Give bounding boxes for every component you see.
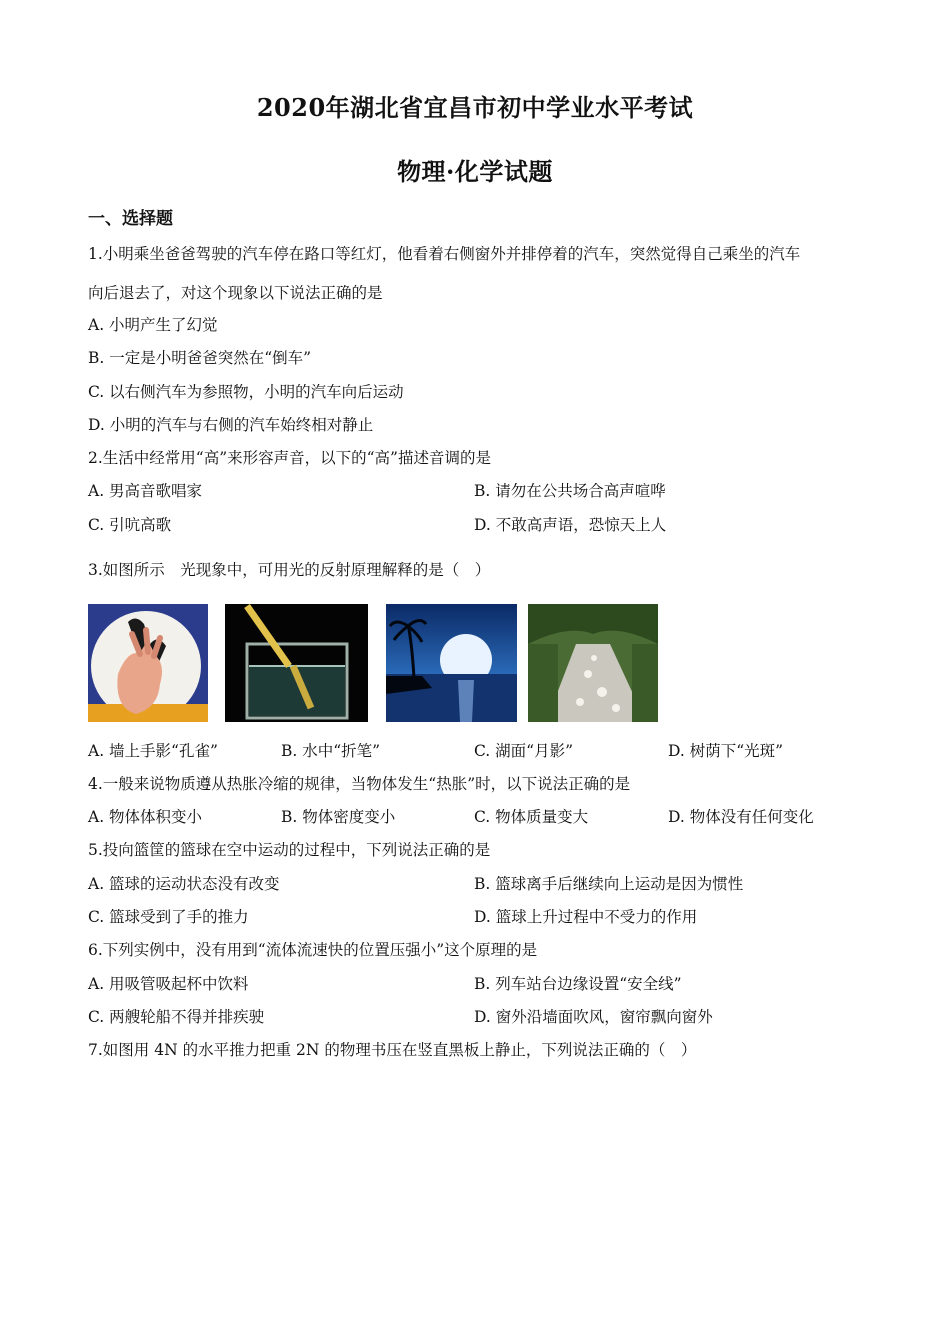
q5-option-b: B. 篮球离手后继续向上运动是因为惯性: [474, 875, 744, 893]
q2-option-a: A. 男高音歌唱家: [88, 482, 203, 500]
q5-option-d: D. 篮球上升过程中不受力的作用: [474, 908, 698, 926]
q1-option-d: D. 小明的汽车与右侧的汽车始终相对静止: [88, 416, 374, 434]
q4-option-b: B. 物体密度变小: [281, 808, 396, 826]
q1-stem-line2: 向后退去了，对这个现象以下说法正确的是: [88, 284, 383, 302]
q3-option-c: C. 湖面“月影”: [474, 742, 574, 760]
q1-option-b: B. 一定是小明爸爸突然在“倒车”: [88, 349, 312, 367]
q2-option-d: D. 不敢高声语，恐惊天上人: [474, 516, 667, 534]
q2-option-b: B. 请勿在公共场合高声喧哗: [474, 482, 666, 500]
exam-subtitle: 物理·化学试题: [397, 157, 553, 186]
q4-option-d: D. 物体没有任何变化: [668, 808, 814, 826]
q7-stem: 7.如图用 4N 的水平推力把重 2N 的物理书压在竖直黑板上静止，下列说法正确的（ ）: [88, 1041, 697, 1059]
lake-moon-image: [386, 604, 517, 722]
q3-option-d: D. 树荫下“光斑”: [668, 742, 784, 760]
q4-option-a: A. 物体体积变小: [88, 808, 203, 826]
q1-option-c: C. 以右侧汽车为参照物，小明的汽车向后运动: [88, 383, 404, 401]
q6-option-b: B. 列车站台边缘设置“安全线”: [474, 975, 682, 993]
q4-stem: 4.一般来说物质遵从热胀冷缩的规律，当物体发生“热胀”时，以下说法正确的是: [88, 775, 631, 793]
q6-option-a: A. 用吸管吸起杯中饮料: [88, 975, 249, 993]
q3-stem: 3.如图所示 光现象中，可用光的反射原理解释的是（ ）: [88, 561, 491, 579]
q5-option-a: A. 篮球的运动状态没有改变: [88, 875, 280, 893]
q1-option-a: A. 小明产生了幻觉: [88, 316, 218, 334]
q1-stem-line1: 1.小明乘坐爸爸驾驶的汽车停在路口等红灯，他看着右侧窗外并排停着的汽车，突然觉得自己乘坐的汽车: [88, 245, 801, 263]
q2-stem: 2.生活中经常用“高”来形容声音，以下的“高”描述音调的是: [88, 449, 491, 467]
q6-option-c: C. 两艘轮船不得并排疾驶: [88, 1008, 265, 1026]
q6-stem: 6.下列实例中，没有用到“流体流速快的位置压强小”这个原理的是: [88, 941, 538, 959]
pencil-in-water-image: [225, 604, 368, 722]
hand-shadow-image: [88, 604, 208, 722]
q5-option-c: C. 篮球受到了手的推力: [88, 908, 249, 926]
section-heading: 一、选择题: [88, 209, 173, 229]
q3-option-a: A. 墙上手影“孔雀”: [88, 742, 218, 760]
q6-option-d: D. 窗外沿墙面吹风，窗帘飘向窗外: [474, 1008, 713, 1026]
tree-shade-path-image: [528, 604, 658, 722]
exam-title: 2020年湖北省宜昌市初中学业水平考试: [256, 93, 694, 122]
q5-stem: 5.投向篮筐的篮球在空中运动的过程中，下列说法正确的是: [88, 841, 491, 859]
q3-option-b: B. 水中“折笔”: [281, 742, 381, 760]
q2-option-c: C. 引吭高歌: [88, 516, 172, 534]
q4-option-c: C. 物体质量变大: [474, 808, 589, 826]
